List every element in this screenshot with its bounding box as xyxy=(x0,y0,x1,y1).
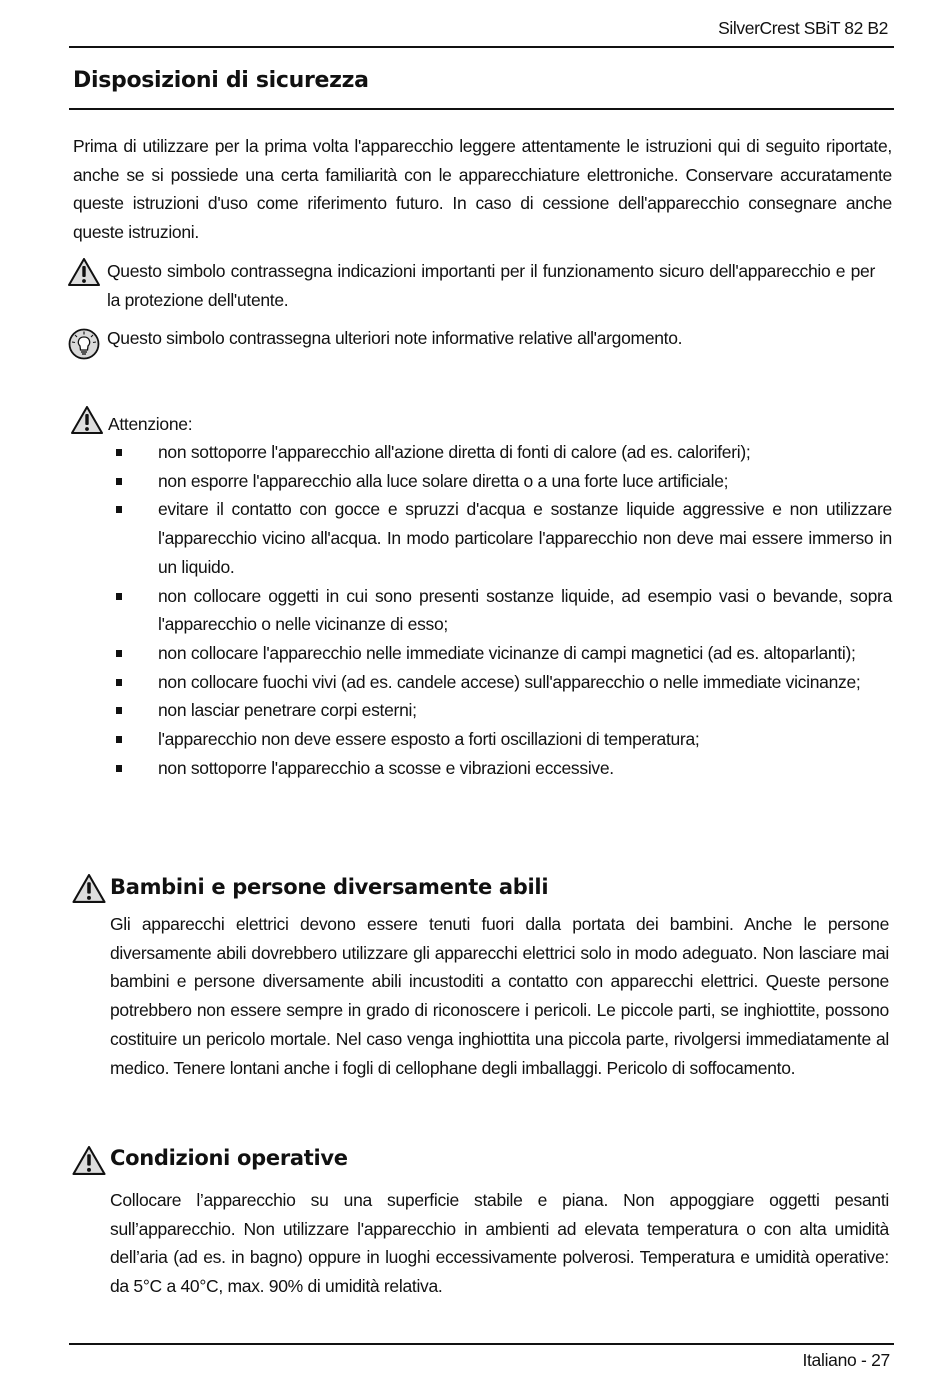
page-title: Disposizioni di sicurezza xyxy=(73,68,369,93)
warning-triangle-icon xyxy=(70,406,104,434)
bullet-square-icon xyxy=(116,449,122,456)
list-item: non collocare oggetti in cui sono presenti sostanze liquide, ad esempio vasi o bevande, sopra l'apparecchio o nelle vicinanze di esso; xyxy=(110,582,892,639)
list-item: evitare il contatto con gocce e spruzzi d'acqua e sostanze liquide aggressive e non utilizzare l'apparecchio vicino all'acqua. In modo particolare l'apparecchio non deve mai essere immerso in un liquido. xyxy=(110,495,892,581)
section-body-children: Gli apparecchi elettrici devono essere tenuti fuori dalla portata dei bambini. Anche le persone diversamente abili dovrebbero utilizzare gli apparecchi elettrici solo in modo adeguato. Non lasciare mai bambini e persone diversamente abili incustoditi a contatto con apparecchi elettrici. Queste persone potrebbero non essere sempre in grado di riconoscere i pericoli. Le piccole parti, se inghiottite, possono costituire un pericolo mortale. Nel caso venga inghiottita una piccola parte, rivolgersi immediatamente al medico. Tenere lontani anche i fogli di cellophane degli imballaggi. Pericolo di soffocamento. xyxy=(110,914,889,1078)
warning-symbol-description: Questo simbolo contrassegna indicazioni importanti per il funzionamento sicuro dell'apparecchio e per la protezione dell'utente. xyxy=(107,261,875,310)
page-number: Italiano - 27 xyxy=(802,1350,890,1370)
list-item: l'apparecchio non deve essere esposto a forti oscillazioni di temperatura; xyxy=(110,725,892,754)
footer-rule xyxy=(69,1343,894,1345)
section-body-operating-conditions: Collocare l’apparecchio su una superficie stabile e piana. Non appoggiare oggetti pesanti sull’apparecchio. Non utilizzare l'apparecchio in ambienti ad elevata temperatura o con alta umidità dell’aria (ad es. in bagno) oppure in luoghi eccessivamente polverosi. Temperatura e umidità operative: da 5°C a 40°C, max. 90% di umidità relativa. xyxy=(110,1190,889,1297)
list-item: non collocare l'apparecchio nelle immediate vicinanze di campi magnetici (ad es. altoparlanti); xyxy=(110,639,892,668)
info-symbol-description: Questo simbolo contrassegna ulteriori note informative relative all'argomento. xyxy=(107,328,683,348)
attention-label: Attenzione: xyxy=(108,414,193,434)
bullet-square-icon xyxy=(116,736,122,743)
section-heading-children: Bambini e persone diversamente abili xyxy=(110,875,549,899)
bullet-square-icon xyxy=(116,650,122,657)
header-product-name: SilverCrest SBiT 82 B2 xyxy=(718,18,888,38)
lightbulb-info-icon xyxy=(68,328,100,360)
list-item: non lasciar penetrare corpi esterni; xyxy=(110,696,892,725)
bullet-square-icon xyxy=(116,478,122,485)
title-rule xyxy=(69,108,894,110)
attention-list xyxy=(110,438,892,782)
section-heading-operating-conditions: Condizioni operative xyxy=(110,1146,348,1170)
list-item: non collocare fuochi vivi (ad es. candele accese) sull'apparecchio o nelle immediate vicinanze; xyxy=(110,668,892,697)
bullet-square-icon xyxy=(116,593,122,600)
intro-paragraph: Prima di utilizzare per la prima volta l'apparecchio leggere attentamente le istruzioni qui di seguito riportate, anche se si possiede una certa familiarità con le apparecchiature elettroniche. Conservare accuratamente queste istruzioni d'uso come riferimento futuro. In caso di cessione dell'apparecchio consegnare anche queste istruzioni. xyxy=(73,136,892,243)
list-item: non sottoporre l'apparecchio a scosse e vibrazioni eccessive. xyxy=(110,754,892,783)
list-item: non esporre l'apparecchio alla luce solare diretta o a una forte luce artificiale; xyxy=(110,467,892,496)
warning-triangle-icon xyxy=(68,258,100,286)
bullet-square-icon xyxy=(116,765,122,772)
warning-triangle-icon xyxy=(72,874,106,903)
list-item: non sottoporre l'apparecchio all'azione diretta di fonti di calore (ad es. caloriferi); xyxy=(110,438,892,467)
header-rule xyxy=(69,46,894,48)
bullet-square-icon xyxy=(116,707,122,714)
warning-triangle-icon xyxy=(72,1146,106,1175)
bullet-square-icon xyxy=(116,506,122,513)
bullet-square-icon xyxy=(116,679,122,686)
